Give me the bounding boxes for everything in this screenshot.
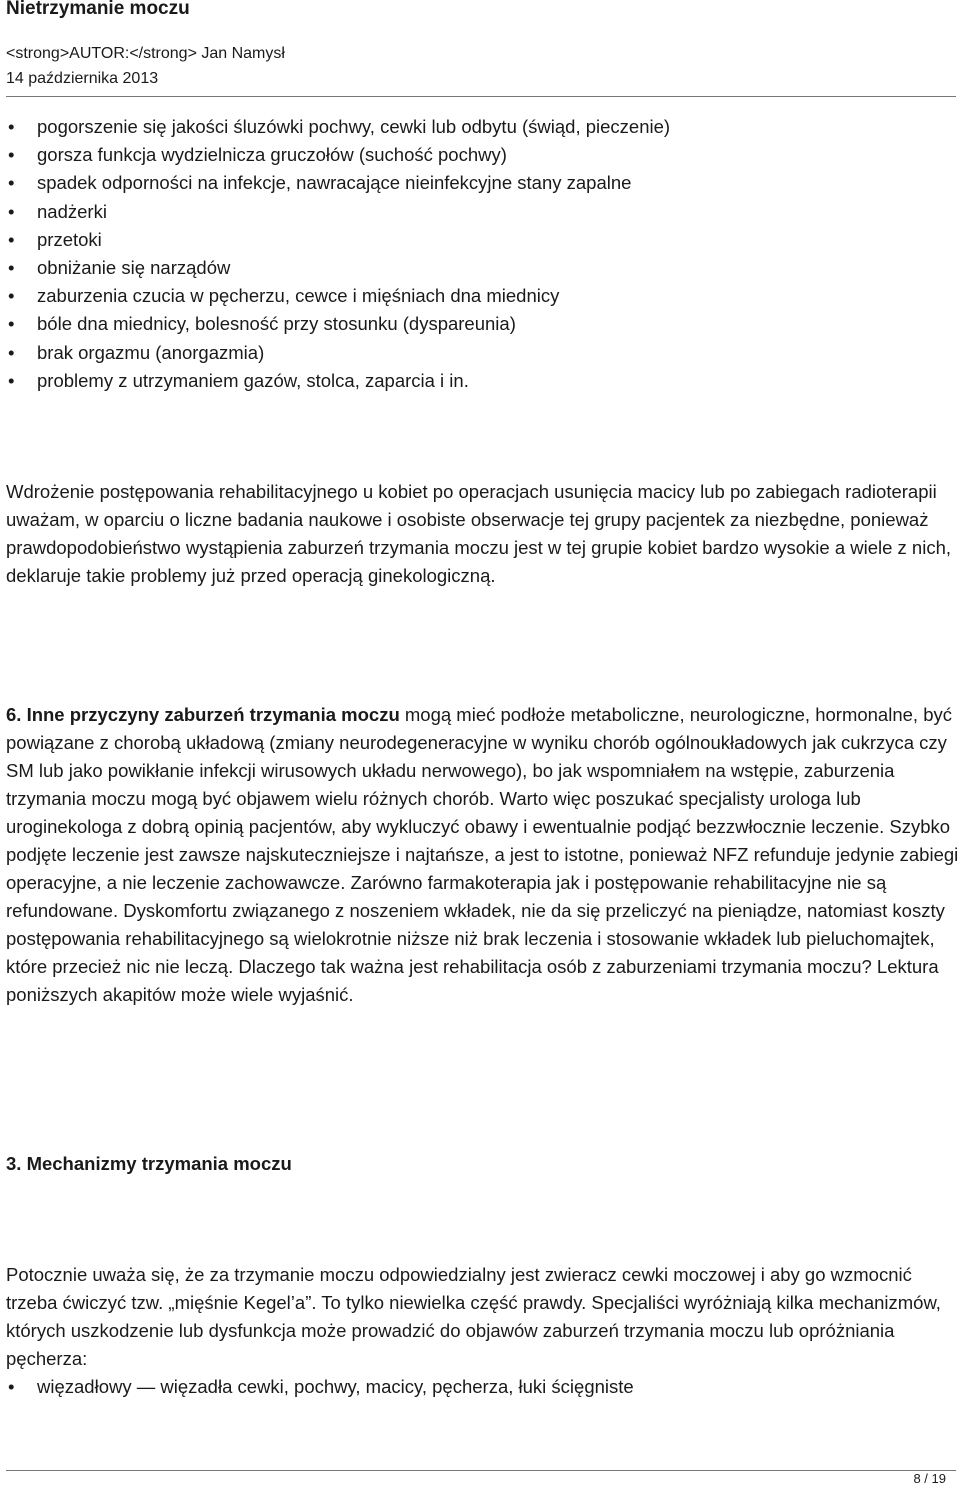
footer-divider xyxy=(6,1470,956,1471)
mechanisms-paragraph: Potocznie uważa się, że za trzymanie moczu odpowiedzialny jest zwieracz cewki moczowej i aby go wzmocnić trzeba ćwiczyć tzw. „mięśnie Kegel’a”. To tylko niewielka część prawdy. Specjaliści wyróżniają kilka mechanizmów, których uszkodzenie lub dysfunkcja może prowadzić do objawów zaburzeń trzymania moczu lub opróżniania pęcherza: xyxy=(6,1264,941,1369)
list-item: • obniżanie się narządów xyxy=(6,254,670,282)
rehabilitation-paragraph: Wdrożenie postępowania rehabilitacyjnego u kobiet po operacjach usunięcia macicy lub po zabiegach radioterapii uważam, w oparciu o liczne badania naukowe i osobiste obserwacje tej grupy pacjentek za niezbędne, ponieważ prawdopodobieństwo wystąpienia zaburzeń trzymania moczu jest w tej grupie kobiet bardzo wysokie a wiele z nich, deklaruje takie problemy już przed operacją ginekologiczną. xyxy=(6,481,952,586)
publication-date: 14 października 2013 xyxy=(6,70,159,87)
symptoms-list xyxy=(6,113,670,395)
list-item: • pogorszenie się jakości śluzówki pochwy, cewki lub odbytu (świąd, pieczenie) xyxy=(6,113,670,141)
document-title: Nietrzymanie moczu xyxy=(6,0,190,19)
section-heading: 3. Mechanizmy trzymania moczu xyxy=(6,1153,292,1174)
list-item: • gorsza funkcja wydzielnicza gruczołów (suchość pochwy) xyxy=(6,141,670,169)
list-item: • nadżerki xyxy=(6,198,670,226)
other-causes-paragraph xyxy=(6,701,960,1009)
list-item: • problemy z utrzymaniem gazów, stolca, zaparcia i in. xyxy=(6,367,670,395)
list-item: • więzadłowy — więzadła cewki, pochwy, macicy, pęcherza, łuki ścięgniste xyxy=(6,1373,634,1401)
header-divider xyxy=(6,96,956,97)
author-line: <strong>AUTOR:</strong> Jan Namysł xyxy=(6,45,285,62)
list-item: • bóle dna miednicy, bolesność przy stosunku (dyspareunia) xyxy=(6,310,670,338)
mechanisms-list xyxy=(6,1373,634,1401)
list-item: • brak orgazmu (anorgazmia) xyxy=(6,339,670,367)
other-causes-lead: 6. Inne przyczyny zaburzeń trzymania moczu xyxy=(6,704,400,725)
list-item: • przetoki xyxy=(6,226,670,254)
list-item: • spadek odporności na infekcje, nawracające nieinfekcyjne stany zapalne xyxy=(6,169,670,197)
page-number: 8 / 19 xyxy=(913,1471,946,1486)
list-item: • zaburzenia czucia w pęcherzu, cewce i mięśniach dna miednicy xyxy=(6,282,670,310)
other-causes-body: mogą mieć podłoże metaboliczne, neurologiczne, hormonalne, być powiązane z chorobą układową (zmiany neurodegeneracyjne w wyniku chorób ogólnoukładowych jak cukrzyca czy SM lub jako powikłanie infekcji wirusowych układu nerwowego), bo jak wspomniałem na wstępie, zaburzenia trzymania moczu mogą być objawem wielu różnych chorób. Warto więc poszukać specjalisty urologa lub uroginekologa z dobrą opinią pacjentów, aby wykluczyć obawy i ewentualnie podjąć bezzwłocznie leczenie. Szybko podjęte leczenie jest zawsze najskuteczniejsze i najtańsze, a jest to istotne, ponieważ NFZ refunduje jedynie zabiegi operacyjne, a nie leczenie zachowawcze. Zarówno farmakoterapia jak i postępowanie rehabilitacyjne nie są refundowane. Dyskomfortu związanego z noszeniem wkładek, nie da się przeliczyć na pieniądze, natomiast koszty postępowania rehabilitacyjnego są wielokrotnie niższe niż brak leczenia i stosowanie wkładek lub pieluchomajtek, które przecież nic nie leczą. Dlaczego tak ważna jest rehabilitacja osób z zaburzeniami trzymania moczu? Lektura poniższych akapitów może wiele wyjaśnić. xyxy=(6,704,959,1005)
